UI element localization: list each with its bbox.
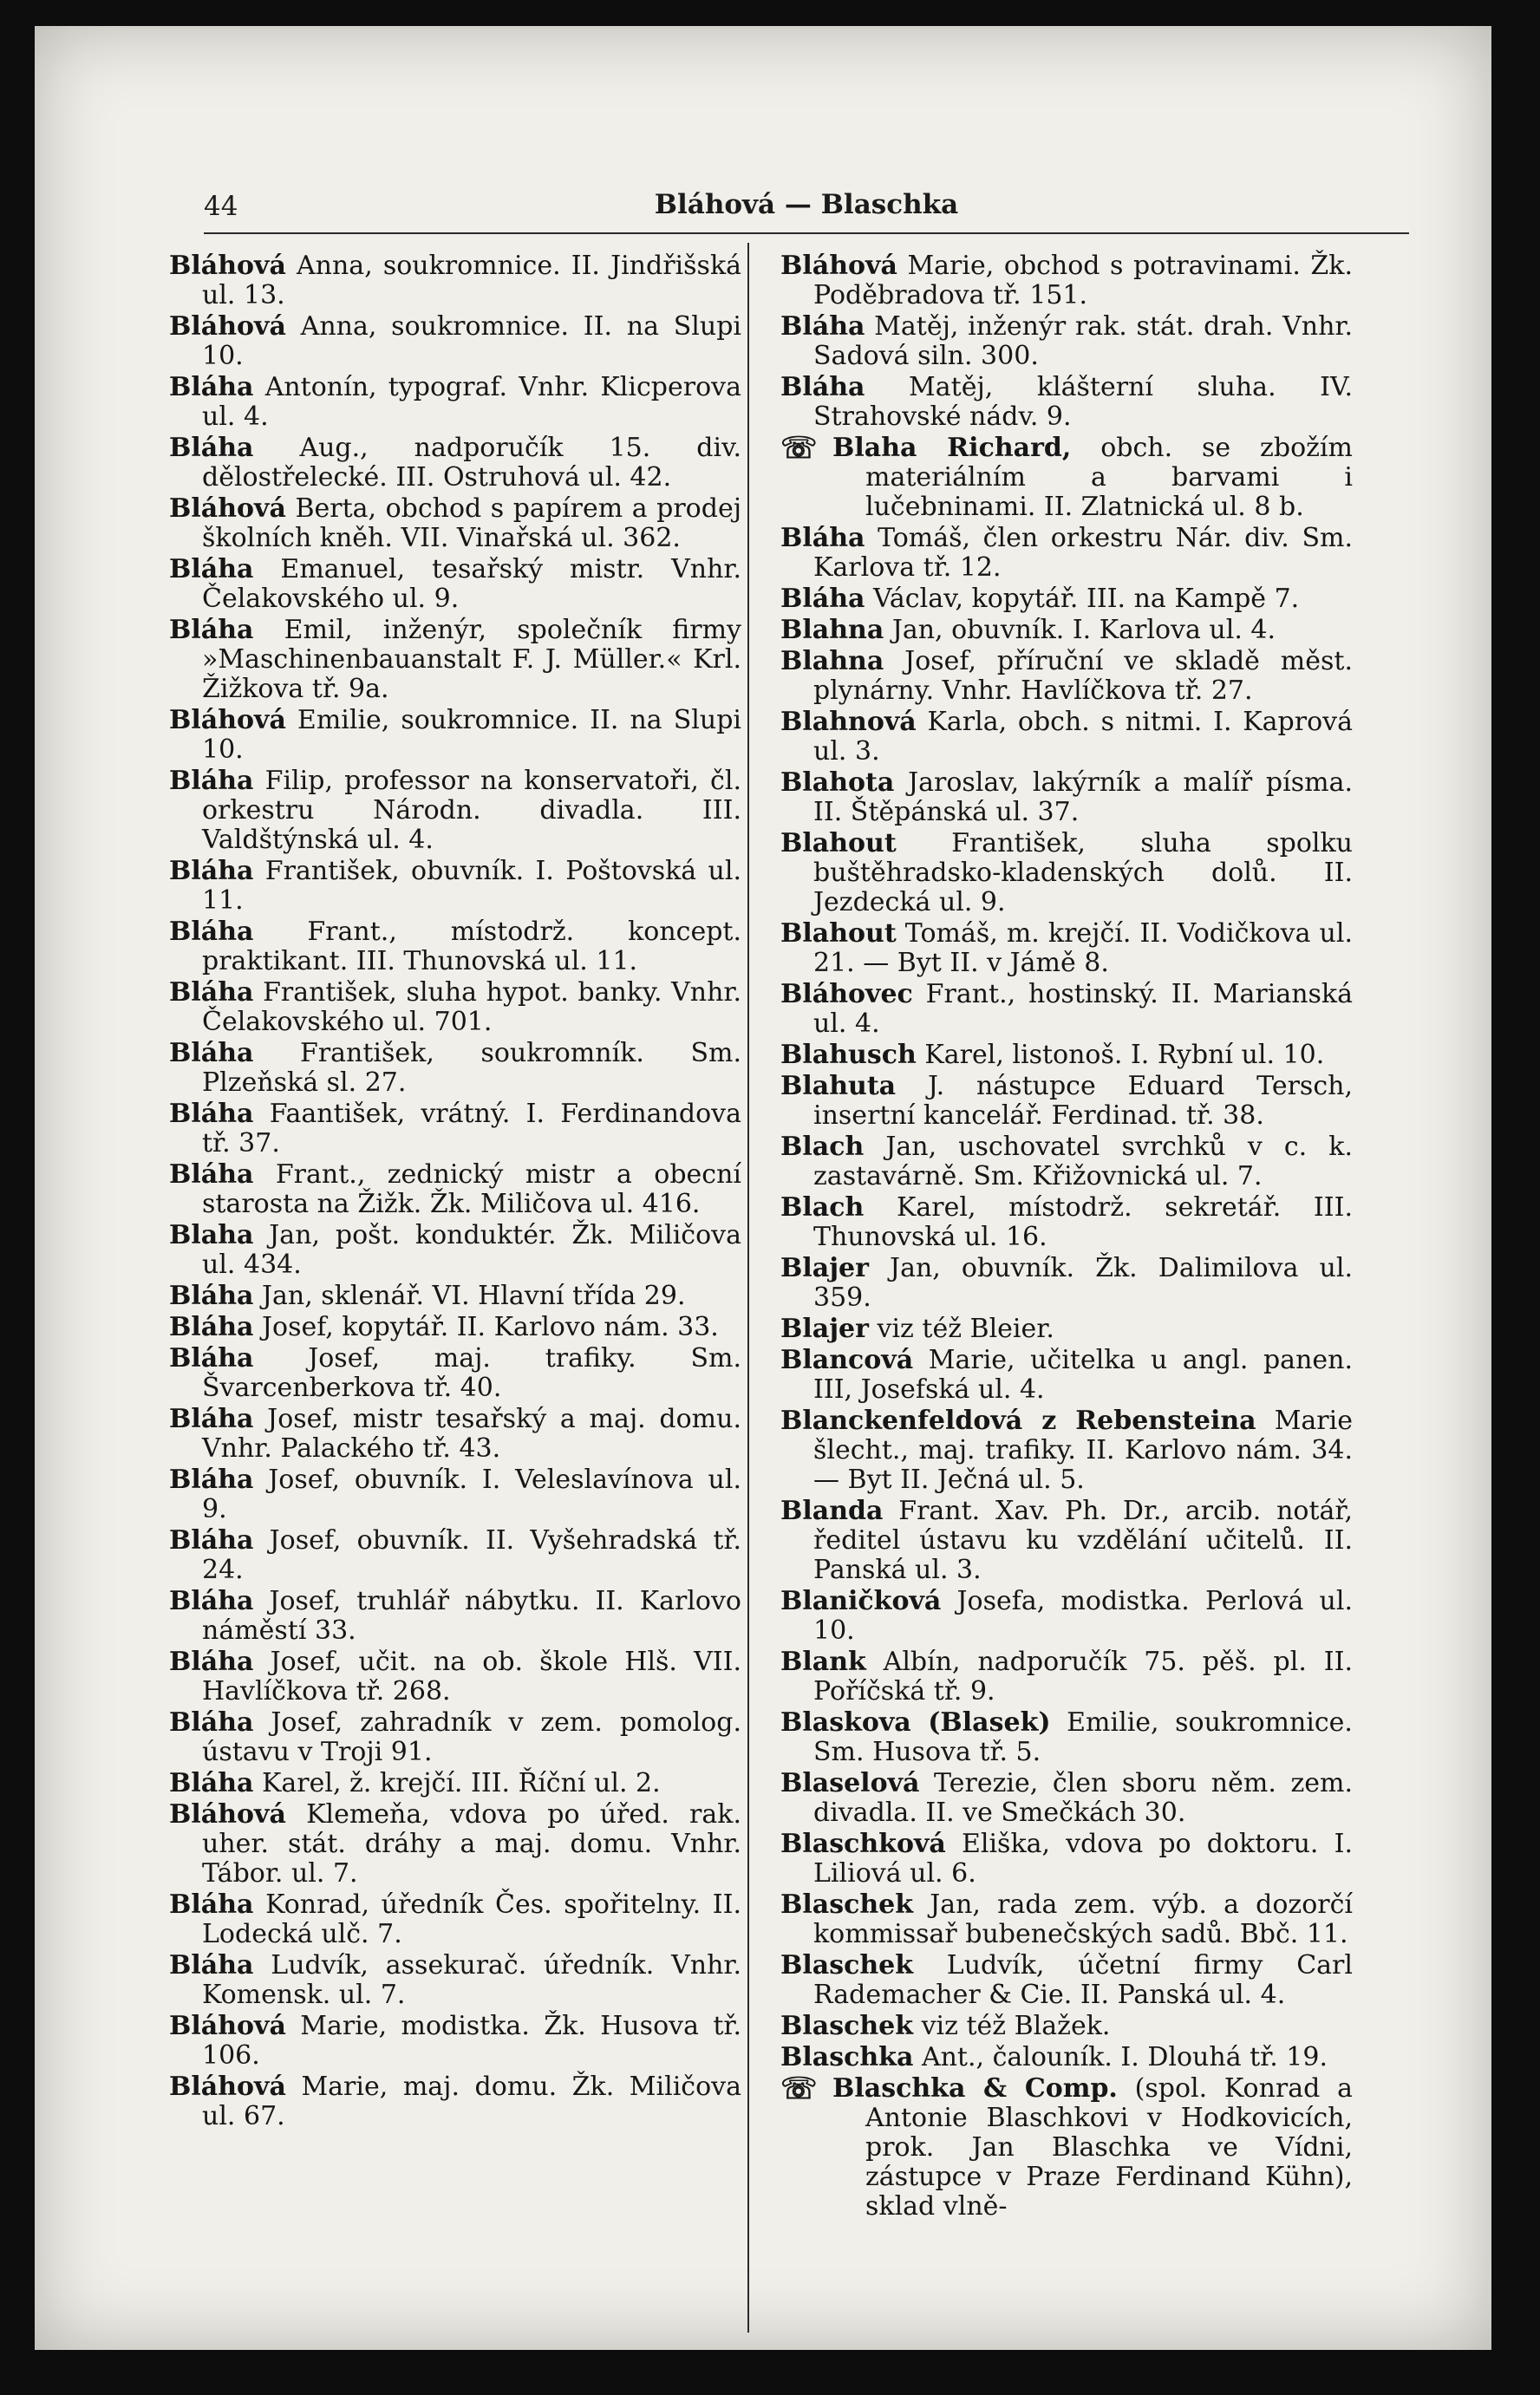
directory-entry — [780, 1830, 1353, 1889]
entry-details: Emil, inženýr, společník firmy »Maschinenbauanstalt F. J. Müller.« Krl. Žižkova tř. 9a. — [202, 615, 741, 704]
directory-entry — [780, 1497, 1353, 1585]
entry-surname: Bláha — [169, 1950, 254, 1981]
telephone-icon: ☏ — [780, 2072, 818, 2106]
directory-entry — [780, 1890, 1353, 1949]
entry-surname: Bláha — [169, 1647, 254, 1677]
entry-details: Jan, sklenář. VI. Hlavní třída 29. — [262, 1281, 686, 1311]
entry-details: Jan, pošt. konduktér. Žk. Miličova ul. 434. — [202, 1220, 741, 1280]
entry-details: Karel, místodrž. sekretář. III. Thunovská ul. 16. — [813, 1192, 1353, 1252]
entry-surname: Bláhovec — [780, 979, 913, 1009]
entry-details: Josef, příruční ve skladě měst. plynárny. Vnhr. Havlíčkova tř. 27. — [813, 646, 1353, 706]
entry-surname: Bláha — [169, 766, 254, 796]
entry-details: Aug., nadporučík 15. div. dělostřelecké. III. Ostruhová ul. 42. — [202, 433, 741, 493]
entry-surname: Blanda — [780, 1496, 884, 1526]
directory-entry — [169, 251, 741, 310]
directory-entry — [780, 2012, 1353, 2041]
entry-surname: Bláhová — [169, 311, 286, 342]
entry-details: Emilie, soukromnice. Sm. Husova tř. 5. — [813, 1707, 1353, 1767]
entry-surname: Blach — [780, 1132, 865, 1162]
directory-entry — [169, 1708, 741, 1767]
entry-surname: Bláha — [780, 372, 865, 402]
entry-surname: Bláhová — [169, 2072, 286, 2102]
entry-surname: Bláha — [169, 1768, 254, 1798]
entry-details: Eliška, vdova po doktoru. I. Liliová ul. 6. — [813, 1829, 1353, 1889]
entry-details: Albín, nadporučík 75. pěš. pl. II. Poříčská tř. 9. — [813, 1647, 1353, 1707]
entry-details: Ant., čalouník. I. Dlouhá tř. 19. — [921, 2042, 1328, 2072]
entry-details: Ludvík, assekurač. úředník. Vnhr. Komensk. ul. 7. — [202, 1950, 741, 2010]
entry-surname: Bláhová — [169, 2011, 286, 2041]
entry-surname: Bláha — [169, 1281, 254, 1311]
entry-details: Karel, ž. krejčí. III. Říční ul. 2. — [262, 1768, 661, 1798]
directory-entry — [169, 1282, 741, 1311]
entry-surname: Blajer — [780, 1314, 869, 1344]
directory-entry — [780, 584, 1353, 614]
entry-surname: Blaschka — [780, 2042, 914, 2072]
entry-surname: Blaselová — [780, 1768, 920, 1798]
entry-surname: Blaničková — [780, 1586, 942, 1616]
entry-surname: Blahna — [780, 615, 884, 645]
directory-entry — [169, 767, 741, 855]
entry-details: viz též Blažek. — [921, 2011, 1111, 2041]
directory-entry — [780, 1648, 1353, 1707]
entry-details: Josef, obuvník. II. Vyšehradská tř. 24. — [202, 1525, 741, 1585]
entry-details: Frant., zednický mistr a obecní starosta na Žižk. Žk. Miličova ul. 416. — [202, 1159, 741, 1219]
directory-entry — [169, 555, 741, 614]
entry-surname: Blanckenfeldová z Rebensteina — [780, 1406, 1256, 1436]
entry-details: Jaroslav, lakýrník a malíř písma. II. Štěpánská ul. 37. — [813, 767, 1353, 827]
entry-surname: Blaschka & Comp. — [832, 2073, 1118, 2104]
directory-entry — [780, 1193, 1353, 1252]
directory-entry — [169, 1039, 741, 1098]
entry-surname: Blaha — [169, 1220, 254, 1250]
entry-surname: Bláhová — [169, 705, 286, 735]
directory-entry — [780, 524, 1353, 583]
entry-details: (spol. Konrad a Antonie Blaschkovi v Hodkovicích, prok. Jan Blaschka ve Vídni, zástupce v Praze Ferdinand Kühn), sklad vlně- — [865, 2073, 1353, 2222]
entry-details: František, sluha hypot. banky. Vnhr. Čelakovského ul. 701. — [202, 977, 741, 1037]
directory-entry — [169, 1160, 741, 1219]
entry-details: Josef, mistr tesařský a maj. domu. Vnhr. Palackého tř. 43. — [202, 1404, 741, 1464]
directory-entry — [780, 1708, 1353, 1767]
entry-details: Filip, professor na konservatoři, čl. orkestru Národn. divadla. III. Valdštýnská ul. 4. — [202, 766, 741, 855]
entry-surname: Bláhová — [169, 493, 286, 524]
directory-entry — [780, 1315, 1353, 1344]
entry-surname: Blaha Richard, — [832, 433, 1072, 463]
entry-surname: Blahusch — [780, 1040, 917, 1070]
entry-surname: Bláha — [169, 1525, 254, 1556]
directory-entry — [169, 857, 741, 916]
directory-entry — [780, 2043, 1353, 2072]
entry-surname: Bláha — [169, 1343, 254, 1374]
entry-surname: Bláhová — [780, 251, 897, 281]
entry-details: Josefa, modistka. Perlová ul. 10. — [813, 1586, 1353, 1646]
directory-entry — [780, 373, 1353, 432]
entry-details: Matěj, klášterní sluha. IV. Strahovské nádv. 9. — [813, 372, 1353, 432]
directory-entry — [780, 980, 1353, 1039]
entry-surname: Bláhová — [169, 1799, 286, 1830]
entry-details: Emanuel, tesařský mistr. Vnhr. Čelakovského ul. 9. — [202, 554, 741, 614]
entry-details: Jan, rada zem. výb. a dozorčí kommissař bubenečských sadů. Bbč. 11. — [813, 1889, 1353, 1949]
directory-entry — [780, 251, 1353, 310]
entry-details: Josef, zahradník v zem. pomolog. ústavu v Troji 91. — [202, 1707, 741, 1767]
entry-details: Frant. Xav. Ph. Dr., arcib. notář, ředitel ústavu ku vzdělání učitelů. II. Panská ul. 3. — [813, 1496, 1353, 1585]
entry-surname: Bláha — [169, 433, 254, 463]
entry-surname: Bláha — [169, 1889, 254, 1920]
entry-surname: Bláha — [780, 311, 865, 342]
entry-surname: Blajer — [780, 1253, 869, 1283]
entry-details: Emilie, soukromnice. II. na Slupi 10. — [202, 705, 741, 765]
entry-surname: Bláha — [169, 1404, 254, 1434]
directory-entry — [169, 1951, 741, 2010]
column-divider — [747, 243, 749, 2333]
entry-details: Marie, učitelka u angl. panen. III, Josefská ul. 4. — [813, 1345, 1353, 1405]
directory-entry — [169, 1344, 741, 1403]
entry-details: Josef, kopytář. II. Karlovo nám. 33. — [262, 1312, 719, 1342]
directory-entry — [780, 829, 1353, 917]
entry-surname: Blank — [780, 1647, 866, 1677]
entry-details: Frant., místodrž. koncept. praktikant. III. Thunovská ul. 11. — [202, 917, 741, 976]
directory-entry — [780, 1041, 1353, 1070]
entry-surname: Blaschek — [780, 2011, 914, 2041]
entry-details: viz též Bleier. — [877, 1314, 1054, 1344]
entry-details: Klemeňa, vdova po úřed. rak. uher. stát. dráhy a maj. domu. Vnhr. Tábor. ul. 7. — [202, 1799, 741, 1889]
entry-surname: Bláha — [780, 584, 865, 614]
directory-entry — [780, 1254, 1353, 1313]
entry-surname: Blaschek — [780, 1889, 914, 1920]
entry-surname: Bláha — [169, 856, 254, 886]
entry-surname: Bláha — [169, 1312, 254, 1342]
directory-entry — [169, 1465, 741, 1524]
entry-details: Anna, soukromnice. II. na Slupi 10. — [202, 311, 741, 371]
directory-entry — [169, 312, 741, 371]
running-head: Bláhová — Blaschka — [654, 189, 959, 220]
directory-entry — [169, 1526, 741, 1585]
entry-details: Berta, obchod s papírem a prodej školních kněh. VII. Vinařská ul. 362. — [202, 493, 741, 553]
directory-entry — [169, 373, 741, 432]
entry-details: Terezie, člen sboru něm. zem. divadla. II. ve Smečkách 30. — [813, 1768, 1353, 1828]
directory-entry — [780, 431, 1353, 522]
entry-details: Jan, uschovatel svrchků v c. k. zastavárně. Sm. Křižovnická ul. 7. — [813, 1132, 1353, 1191]
directory-entry — [169, 1405, 741, 1464]
entry-surname: Blahnová — [780, 707, 917, 737]
entry-surname: Blahna — [780, 646, 884, 676]
directory-entry — [780, 708, 1353, 767]
directory-entry — [169, 2072, 741, 2131]
entry-details: Tomáš, m. krejčí. II. Vodičkova ul. 21. — Byt II. v Jámě 8. — [813, 918, 1353, 978]
entry-surname: Bláha — [169, 977, 254, 1008]
entry-details: Karla, obch. s nitmi. I. Kaprová ul. 3. — [813, 707, 1353, 767]
entry-surname: Bláha — [169, 1586, 254, 1616]
entry-details: Marie, maj. domu. Žk. Miličova ul. 67. — [202, 2072, 741, 2131]
entry-details: Konrad, úředník Čes. spořitelny. II. Lodecká ulč. 7. — [202, 1889, 741, 1949]
directory-entry — [169, 1890, 741, 1949]
entry-details: Josef, maj. trafiky. Sm. Švarcenberkova tř. 40. — [202, 1343, 741, 1403]
page-header — [204, 158, 1409, 222]
directory-entry — [780, 312, 1353, 371]
entry-surname: Blahout — [780, 828, 897, 858]
entry-details: Tomáš, člen orkestru Nár. div. Sm. Karlova tř. 12. — [813, 523, 1353, 583]
entry-details: Jan, obuvník. Žk. Dalimilova ul. 359. — [813, 1253, 1353, 1313]
directory-entry — [780, 1072, 1353, 1131]
entry-details: Ludvík, účetní firmy Carl Rademacher & Cie. II. Panská ul. 4. — [813, 1950, 1353, 2010]
entry-details: Frant., hostinský. II. Marianská ul. 4. — [813, 979, 1353, 1039]
directory-entry — [169, 978, 741, 1037]
directory-entry — [780, 1346, 1353, 1405]
entry-details: František, obuvník. I. Poštovská ul. 11. — [202, 856, 741, 916]
directory-entry — [780, 1769, 1353, 1828]
header-rule — [204, 232, 1409, 234]
entry-details: Marie, obchod s potravinami. Žk. Poděbradova tř. 151. — [813, 251, 1353, 310]
entry-surname: Blahota — [780, 767, 895, 798]
directory-entry — [169, 706, 741, 765]
entry-surname: Bláha — [169, 372, 254, 402]
page-number: 44 — [204, 191, 238, 222]
entry-details: Karel, listonoš. I. Rybní ul. 10. — [924, 1040, 1325, 1070]
entry-surname: Bláha — [169, 1159, 254, 1190]
directory-entry — [780, 1951, 1353, 2010]
entry-details: Václav, kopytář. III. na Kampě 7. — [873, 584, 1300, 614]
directory-entry — [169, 1100, 741, 1158]
directory-entry — [780, 919, 1353, 978]
directory-entry — [780, 1132, 1353, 1191]
entry-surname: Bláhová — [169, 251, 286, 281]
directory-entry — [780, 768, 1353, 827]
entry-details: obch. se zbožím materiálním a barvami i lučebninami. II. Zlatnická ul. 8 b. — [865, 433, 1353, 522]
entry-surname: Bláha — [169, 615, 254, 645]
directory-entry — [169, 434, 741, 493]
entry-surname: Bláha — [169, 1038, 254, 1068]
entry-details: Josef, obuvník. I. Veleslavínova ul. 9. — [202, 1465, 742, 1524]
directory-entry — [169, 917, 741, 976]
entry-surname: Blahout — [780, 918, 897, 949]
entry-details: Marie, modistka. Žk. Husova tř. 106. — [202, 2011, 741, 2071]
entry-details: Josef, učit. na ob. škole Hlš. VII. Havlíčkova tř. 268. — [202, 1647, 741, 1707]
directory-entry — [780, 2074, 1353, 2222]
directory-entry — [169, 616, 741, 704]
directory-entry — [169, 1587, 741, 1646]
entry-surname: Blaschková — [780, 1829, 946, 1859]
directory-entry — [780, 616, 1353, 645]
entry-details: Josef, truhlář nábytku. II. Karlovo náměstí 33. — [202, 1586, 741, 1646]
entry-surname: Blaschek — [780, 1950, 914, 1981]
entry-details: Antonín, typograf. Vnhr. Klicperova ul. 4. — [202, 372, 741, 432]
entry-details: J. nástupce Eduard Tersch, insertní kancelář. Ferdinad. tř. 38. — [813, 1071, 1353, 1131]
directory-entry — [780, 647, 1353, 706]
entry-surname: Bláha — [169, 1099, 254, 1129]
directory-entry — [169, 1800, 741, 1889]
left-column — [169, 251, 741, 2133]
entry-surname: Blahuta — [780, 1071, 897, 1101]
right-column — [780, 251, 1353, 2223]
entry-surname: Bláha — [169, 1707, 254, 1738]
directory-entry — [169, 2012, 741, 2071]
entry-details: Marie šlecht., maj. trafiky. II. Karlovo nám. 34. — Byt II. Ječná ul. 5. — [813, 1406, 1353, 1495]
entry-surname: Bláha — [780, 523, 865, 553]
entry-details: Jan, obuvník. I. Karlova ul. 4. — [891, 615, 1276, 645]
directory-entry — [169, 1313, 741, 1342]
directory-entry — [169, 1769, 741, 1798]
entry-details: Faantišek, vrátný. I. Ferdinandova tř. 37. — [202, 1099, 741, 1158]
entry-surname: Blaskova (Blasek) — [780, 1707, 1051, 1738]
entry-surname: Blancová — [780, 1345, 914, 1375]
entry-details: Anna, soukromnice. II. Jindřišská ul. 13. — [202, 251, 742, 310]
entry-details: František, soukromník. Sm. Plzeňská sl. 27. — [202, 1038, 741, 1098]
directory-entry — [169, 494, 741, 553]
telephone-icon: ☏ — [780, 431, 818, 466]
directory-entry — [169, 1221, 741, 1280]
entry-surname: Bláha — [169, 554, 254, 584]
entry-surname: Bláha — [169, 917, 254, 947]
directory-entry — [780, 1406, 1353, 1495]
entry-surname: Blach — [780, 1192, 865, 1223]
entry-details: Matěj, inženýr rak. stát. drah. Vnhr. Sadová siln. 300. — [813, 311, 1353, 371]
entry-surname: Bláha — [169, 1465, 254, 1495]
directory-entry — [169, 1648, 741, 1707]
entry-details: František, sluha spolku buštěhradsko-kladenských dolů. II. Jezdecká ul. 9. — [813, 828, 1353, 917]
directory-entry — [780, 1587, 1353, 1646]
